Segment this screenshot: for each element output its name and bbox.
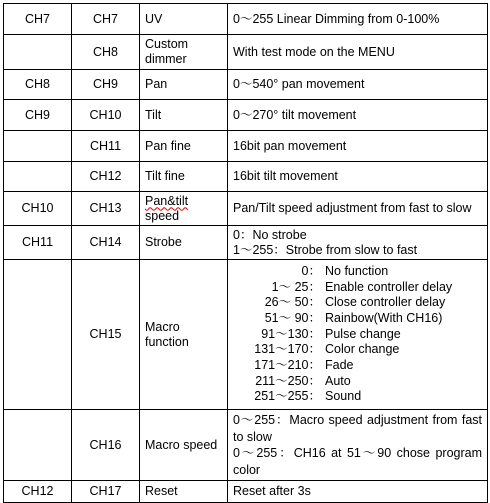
- function-cell: [140, 35, 228, 70]
- mode-b-channel: CH8: [72, 35, 140, 70]
- description-text: to slow: [233, 429, 272, 444]
- list-item: [228, 389, 482, 405]
- function-cell: [140, 481, 228, 503]
- function-cell: [140, 131, 228, 162]
- function-label: Strobe: [145, 235, 182, 249]
- description-cell: [228, 131, 488, 162]
- list-item: [228, 342, 482, 358]
- macro-list-cell: [228, 260, 488, 410]
- description-text: 0～255 Linear Dimming from 0-100%: [233, 11, 440, 26]
- table-row: [4, 410, 488, 481]
- list-item: [228, 374, 482, 390]
- function-label: Pan&tilt: [145, 193, 189, 208]
- function-label: Macro: [145, 319, 180, 334]
- function-cell: [140, 100, 228, 131]
- mode-b-channel: CH12: [72, 162, 140, 192]
- list-item: [228, 311, 482, 327]
- function-label: Pan: [145, 77, 168, 91]
- mode-b-channel: CH16: [72, 410, 140, 481]
- function-cell: [140, 260, 228, 410]
- function-cell: [140, 70, 228, 100]
- description-text: 0～255：Macro speed adjustment from fast: [233, 413, 482, 427]
- mode-a-channel: [4, 35, 72, 70]
- list-item: [228, 264, 482, 280]
- function-cell: [140, 162, 228, 192]
- function-cell: [140, 226, 228, 260]
- description-cell: [228, 35, 488, 70]
- description-text: 1～255：Strobe from slow to fast: [233, 242, 418, 257]
- table-row: [4, 35, 488, 70]
- description-cell: [228, 100, 488, 131]
- macro-range: 131～170：: [254, 342, 321, 357]
- macro-desc: Fade: [325, 358, 354, 373]
- macro-desc: Enable controller delay: [325, 279, 453, 294]
- macro-range: 1～ 25：: [271, 279, 321, 294]
- mode-a-channel: CH8: [4, 70, 72, 100]
- macro-range: 251～255：: [254, 389, 321, 404]
- macro-desc: Auto: [325, 373, 351, 388]
- macro-desc: Sound: [325, 389, 362, 404]
- function-cell: [140, 192, 228, 226]
- function-label: speed: [145, 208, 180, 223]
- mode-b-channel: CH14: [72, 226, 140, 260]
- function-label: Pan fine: [145, 138, 191, 153]
- list-item: [228, 327, 482, 343]
- mode-a-channel: [4, 260, 72, 410]
- description-text: 16bit pan movement: [233, 138, 347, 153]
- description-cell: [228, 226, 488, 260]
- description-cell: [228, 70, 488, 100]
- description-text: 0～255：CH16 at 51～90 chose program: [233, 446, 482, 460]
- macro-desc: Rainbow(With CH16): [325, 310, 443, 325]
- mode-b-channel: CH7: [72, 4, 140, 35]
- macro-range: 211～250：: [255, 373, 321, 388]
- function-cell: [140, 4, 228, 35]
- mode-a-channel: CH7: [4, 4, 72, 35]
- macro-range: 26～ 50：: [264, 295, 321, 310]
- macro-range: 171～210：: [254, 358, 321, 373]
- description-cell: [228, 4, 488, 35]
- table-row: [4, 481, 488, 503]
- description-text: color: [233, 462, 261, 477]
- macro-desc: Pulse change: [325, 326, 401, 341]
- mode-b-channel: CH13: [72, 192, 140, 226]
- macro-desc: No function: [325, 263, 389, 278]
- table-row: [4, 4, 488, 35]
- function-label: Reset: [145, 484, 178, 498]
- mode-a-channel: [4, 131, 72, 162]
- function-label: Macro speed: [145, 437, 218, 452]
- table-row: [4, 131, 488, 162]
- macro-range: 51～ 90：: [264, 310, 321, 325]
- function-label: UV: [145, 11, 163, 26]
- table-row: [4, 192, 488, 226]
- function-label: Tilt: [145, 107, 162, 122]
- channel-table: [3, 3, 488, 503]
- mode-a-channel: [4, 410, 72, 481]
- mode-b-channel: CH11: [72, 131, 140, 162]
- list-item: [228, 295, 482, 311]
- description-text: With test mode on the MENU: [233, 44, 395, 59]
- function-label: dimmer: [145, 52, 187, 66]
- mode-a-channel: CH10: [4, 192, 72, 226]
- macro-range: 91～130：: [261, 326, 321, 341]
- table-row: [4, 100, 488, 131]
- table-row: [4, 226, 488, 260]
- macro-range: 0：: [301, 263, 321, 278]
- function-label: function: [145, 334, 189, 349]
- description-text: 0～540° pan movement: [233, 77, 365, 91]
- function-label: Custom: [145, 37, 189, 51]
- mode-b-channel: CH15: [72, 260, 140, 410]
- table-row: [4, 70, 488, 100]
- description-text: Pan/Tilt speed adjustment from fast to slow: [233, 201, 472, 215]
- mode-b-channel: CH10: [72, 100, 140, 131]
- table-row: [4, 260, 488, 410]
- description-text: 0～270° tilt movement: [233, 107, 357, 122]
- mode-a-channel: [4, 162, 72, 192]
- description-text: Reset after 3s: [233, 484, 311, 498]
- description-cell: [228, 192, 488, 226]
- macro-desc: Color change: [325, 342, 400, 357]
- function-label: Tilt fine: [145, 169, 185, 183]
- description-cell: [228, 162, 488, 192]
- mode-b-channel: CH9: [72, 70, 140, 100]
- description-text: 0：No strobe: [233, 227, 307, 242]
- mode-a-channel: CH12: [4, 481, 72, 503]
- description-cell: [228, 410, 488, 481]
- list-item: [228, 358, 482, 374]
- macro-list: [228, 264, 482, 405]
- mode-a-channel: CH9: [4, 100, 72, 131]
- table-row: [4, 162, 488, 192]
- list-item: [228, 280, 482, 296]
- mode-a-channel: CH11: [4, 226, 72, 260]
- function-cell: [140, 410, 228, 481]
- description-text: 16bit tilt movement: [233, 169, 338, 183]
- mode-b-channel: CH17: [72, 481, 140, 503]
- macro-desc: Close controller delay: [325, 295, 446, 310]
- description-cell: [228, 481, 488, 503]
